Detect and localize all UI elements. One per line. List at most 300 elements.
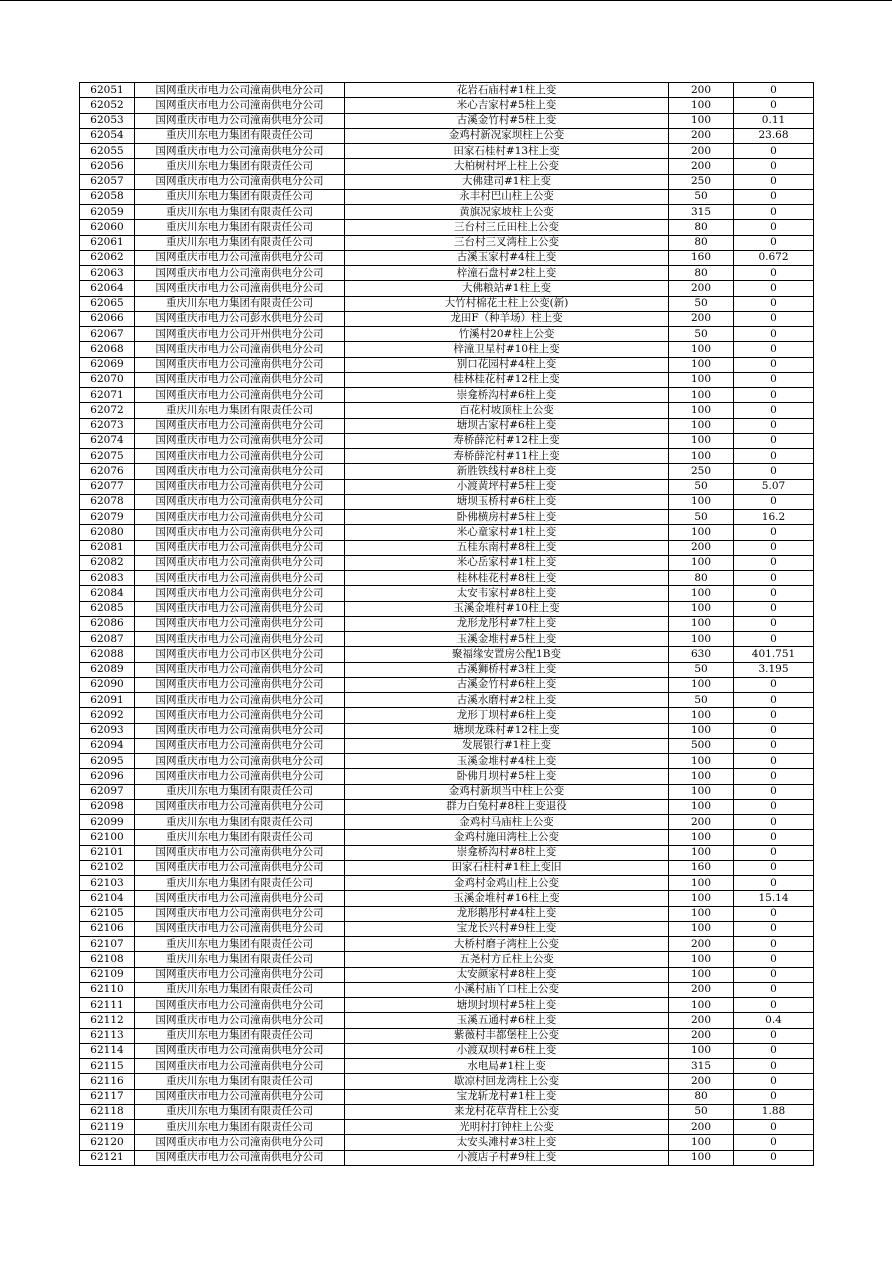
transformer-name-cell: 大竹村棉花土柱上公变(新) (345, 296, 669, 311)
company-cell: 国网重庆市电力公司潼南供电分公司 (135, 1043, 345, 1058)
row-id-cell: 62073 (80, 418, 135, 433)
capacity-cell: 50 (669, 1104, 734, 1119)
row-id-cell: 62061 (80, 235, 135, 250)
transformer-name-cell: 龙形鹅彤村#4柱上变 (345, 906, 669, 921)
value-cell: 0 (734, 1074, 814, 1089)
row-id-cell: 62099 (80, 815, 135, 830)
value-cell: 0 (734, 1150, 814, 1165)
value-cell: 0 (734, 571, 814, 586)
capacity-cell: 200 (669, 1013, 734, 1028)
table-row (80, 174, 814, 189)
company-cell: 国网重庆市电力公司潼南供电分公司 (135, 921, 345, 936)
transformer-name-cell: 米心岳家村#1柱上变 (345, 555, 669, 570)
company-cell: 重庆川东电力集团有限责任公司 (135, 815, 345, 830)
company-cell: 重庆川东电力集团有限责任公司 (135, 296, 345, 311)
table-row (80, 693, 814, 708)
company-cell: 重庆川东电力集团有限责任公司 (135, 220, 345, 235)
company-cell: 重庆川东电力集团有限责任公司 (135, 189, 345, 204)
company-cell: 国网重庆市电力公司潼南供电分公司 (135, 98, 345, 113)
capacity-cell: 50 (669, 189, 734, 204)
table-row (80, 662, 814, 677)
table-row (80, 952, 814, 967)
row-id-cell: 62096 (80, 769, 135, 784)
table-row (80, 494, 814, 509)
transformer-name-cell: 光明村打钟柱上公变 (345, 1120, 669, 1135)
transformer-name-cell: 小溪村庙丫口柱上公变 (345, 982, 669, 997)
transformer-name-cell: 百花村坡顶柱上公变 (345, 403, 669, 418)
table-row (80, 372, 814, 387)
capacity-cell: 100 (669, 754, 734, 769)
table-row (80, 1059, 814, 1074)
transformer-name-cell: 群力白兔村#8柱上变退役 (345, 799, 669, 814)
company-cell: 国网重庆市电力公司潼南供电分公司 (135, 174, 345, 189)
company-cell: 国网重庆市电力公司潼南供电分公司 (135, 1013, 345, 1028)
company-cell: 重庆川东电力集团有限责任公司 (135, 1074, 345, 1089)
table-row (80, 982, 814, 997)
row-id-cell: 62065 (80, 296, 135, 311)
transformer-name-cell: 大佛建司#1柱上变 (345, 174, 669, 189)
company-cell: 国网重庆市电力公司潼南供电分公司 (135, 388, 345, 403)
table-row (80, 205, 814, 220)
table-body (80, 83, 814, 1166)
company-cell: 国网重庆市电力公司潼南供电分公司 (135, 723, 345, 738)
company-cell: 重庆川东电力集团有限责任公司 (135, 1104, 345, 1119)
value-cell: 0 (734, 1089, 814, 1104)
value-cell: 0 (734, 708, 814, 723)
capacity-cell: 100 (669, 845, 734, 860)
transformer-name-cell: 来龙村花草背柱上公变 (345, 1104, 669, 1119)
capacity-cell: 50 (669, 662, 734, 677)
table-row (80, 723, 814, 738)
row-id-cell: 62091 (80, 693, 135, 708)
value-cell: 5.07 (734, 479, 814, 494)
transformer-name-cell: 竹溪村20#柱上公变 (345, 327, 669, 342)
capacity-cell: 250 (669, 464, 734, 479)
value-cell: 3.195 (734, 662, 814, 677)
table-row (80, 571, 814, 586)
table-row (80, 250, 814, 265)
transformer-name-cell: 梓潼卫星村#10柱上变 (345, 342, 669, 357)
capacity-cell: 100 (669, 555, 734, 570)
row-id-cell: 62076 (80, 464, 135, 479)
capacity-cell: 200 (669, 1028, 734, 1043)
transformer-name-cell: 玉溪金堆村#4柱上变 (345, 754, 669, 769)
value-cell: 0 (734, 830, 814, 845)
capacity-cell: 100 (669, 113, 734, 128)
transformer-name-cell: 金鸡村施田湾柱上公变 (345, 830, 669, 845)
capacity-cell: 100 (669, 616, 734, 631)
transformer-name-cell: 三台村三丘田柱上公变 (345, 220, 669, 235)
value-cell: 0 (734, 784, 814, 799)
transformer-name-cell: 寿桥薛沱村#12柱上变 (345, 433, 669, 448)
capacity-cell: 200 (669, 311, 734, 326)
row-id-cell: 62079 (80, 510, 135, 525)
row-id-cell: 62056 (80, 159, 135, 174)
capacity-cell: 80 (669, 1089, 734, 1104)
capacity-cell: 100 (669, 388, 734, 403)
transformer-name-cell: 金鸡村金鸡山柱上公变 (345, 876, 669, 891)
transformer-name-cell: 古溪金竹村#5柱上变 (345, 113, 669, 128)
table-row (80, 632, 814, 647)
value-cell: 0 (734, 845, 814, 860)
value-cell: 0 (734, 220, 814, 235)
company-cell: 国网重庆市电力公司潼南供电分公司 (135, 586, 345, 601)
company-cell: 国网重庆市电力公司开州供电分公司 (135, 327, 345, 342)
row-id-cell: 62077 (80, 479, 135, 494)
company-cell: 国网重庆市电力公司潼南供电分公司 (135, 555, 345, 570)
capacity-cell: 100 (669, 998, 734, 1013)
value-cell: 0 (734, 433, 814, 448)
table-row (80, 220, 814, 235)
transformer-name-cell: 金鸡村马庙柱上公变 (345, 815, 669, 830)
company-cell: 重庆川东电力集团有限责任公司 (135, 1028, 345, 1043)
row-id-cell: 62114 (80, 1043, 135, 1058)
table-row (80, 464, 814, 479)
company-cell: 国网重庆市电力公司潼南供电分公司 (135, 1150, 345, 1165)
value-cell: 0 (734, 296, 814, 311)
company-cell: 重庆川东电力集团有限责任公司 (135, 205, 345, 220)
transformer-name-cell: 永丰村巴山柱上公变 (345, 189, 669, 204)
transformer-name-cell: 三台村三叉湾柱上公变 (345, 235, 669, 250)
value-cell: 0 (734, 540, 814, 555)
value-cell: 0 (734, 632, 814, 647)
transformer-name-cell: 塘坝封坝村#5柱上变 (345, 998, 669, 1013)
capacity-cell: 250 (669, 174, 734, 189)
capacity-cell: 100 (669, 921, 734, 936)
value-cell: 0 (734, 418, 814, 433)
table-row (80, 189, 814, 204)
value-cell: 16.2 (734, 510, 814, 525)
value-cell: 0 (734, 357, 814, 372)
company-cell: 重庆川东电力集团有限责任公司 (135, 982, 345, 997)
table-row (80, 403, 814, 418)
row-id-cell: 62108 (80, 952, 135, 967)
company-cell: 国网重庆市电力公司潼南供电分公司 (135, 449, 345, 464)
value-cell: 0 (734, 906, 814, 921)
capacity-cell: 100 (669, 1150, 734, 1165)
company-cell: 国网重庆市电力公司潼南供电分公司 (135, 1089, 345, 1104)
capacity-cell: 100 (669, 98, 734, 113)
row-id-cell: 62115 (80, 1059, 135, 1074)
capacity-cell: 200 (669, 540, 734, 555)
row-id-cell: 62078 (80, 494, 135, 509)
company-cell: 国网重庆市电力公司潼南供电分公司 (135, 510, 345, 525)
table-row (80, 235, 814, 250)
transformer-name-cell: 寿桥薛沱村#11柱上变 (345, 449, 669, 464)
table-row (80, 830, 814, 845)
company-cell: 国网重庆市电力公司潼南供电分公司 (135, 616, 345, 631)
transformer-name-cell: 古溪玉家村#4柱上变 (345, 250, 669, 265)
transformer-name-cell: 大桥村磨子湾柱上公变 (345, 937, 669, 952)
row-id-cell: 62092 (80, 708, 135, 723)
transformer-name-cell: 水电局#1柱上变 (345, 1059, 669, 1074)
transformer-name-cell: 崇龛桥沟村#6柱上变 (345, 388, 669, 403)
row-id-cell: 62116 (80, 1074, 135, 1089)
company-cell: 国网重庆市电力公司潼南供电分公司 (135, 1135, 345, 1150)
value-cell: 0 (734, 586, 814, 601)
transformer-name-cell: 玉溪金堆村#5柱上变 (345, 632, 669, 647)
table-row (80, 433, 814, 448)
company-cell: 国网重庆市电力公司潼南供电分公司 (135, 357, 345, 372)
company-cell: 国网重庆市电力公司潼南供电分公司 (135, 250, 345, 265)
transformer-name-cell: 玉溪金堆村#16柱上变 (345, 891, 669, 906)
value-cell: 0 (734, 525, 814, 540)
table-row (80, 144, 814, 159)
transformer-name-cell: 龙形丁坝村#6柱上变 (345, 708, 669, 723)
row-id-cell: 62062 (80, 250, 135, 265)
transformer-name-cell: 古溪金竹村#6柱上变 (345, 677, 669, 692)
capacity-cell: 200 (669, 982, 734, 997)
company-cell: 国网重庆市电力公司潼南供电分公司 (135, 144, 345, 159)
transformer-name-cell: 龙田F（种羊场）柱上变 (345, 311, 669, 326)
table-row (80, 1028, 814, 1043)
company-cell: 国网重庆市电力公司潼南供电分公司 (135, 266, 345, 281)
table-row (80, 921, 814, 936)
row-id-cell: 62083 (80, 571, 135, 586)
capacity-cell: 100 (669, 601, 734, 616)
company-cell: 国网重庆市电力公司潼南供电分公司 (135, 906, 345, 921)
company-cell: 重庆川东电力集团有限责任公司 (135, 235, 345, 250)
row-id-cell: 62053 (80, 113, 135, 128)
table-row (80, 754, 814, 769)
value-cell: 0 (734, 83, 814, 98)
company-cell: 国网重庆市电力公司潼南供电分公司 (135, 799, 345, 814)
company-cell: 国网重庆市电力公司潼南供电分公司 (135, 494, 345, 509)
capacity-cell: 80 (669, 235, 734, 250)
row-id-cell: 62094 (80, 738, 135, 753)
value-cell: 0 (734, 372, 814, 387)
table-row (80, 525, 814, 540)
row-id-cell: 62087 (80, 632, 135, 647)
table-row (80, 83, 814, 98)
capacity-cell: 80 (669, 571, 734, 586)
company-cell: 国网重庆市电力公司潼南供电分公司 (135, 860, 345, 875)
capacity-cell: 100 (669, 891, 734, 906)
company-cell: 国网重庆市电力公司潼南供电分公司 (135, 754, 345, 769)
transformer-name-cell: 宝龙斩龙村#1柱上变 (345, 1089, 669, 1104)
row-id-cell: 62118 (80, 1104, 135, 1119)
value-cell: 0 (734, 464, 814, 479)
value-cell: 0 (734, 342, 814, 357)
row-id-cell: 62120 (80, 1135, 135, 1150)
transformer-name-cell: 龙形龙彤村#7柱上变 (345, 616, 669, 631)
capacity-cell: 315 (669, 1059, 734, 1074)
company-cell: 国网重庆市电力公司潼南供电分公司 (135, 571, 345, 586)
company-cell: 国网重庆市电力公司潼南供电分公司 (135, 998, 345, 1013)
value-cell: 0.4 (734, 1013, 814, 1028)
capacity-cell: 630 (669, 647, 734, 662)
transformer-name-cell: 玉溪五通村#6柱上变 (345, 1013, 669, 1028)
value-cell: 0 (734, 1135, 814, 1150)
transformer-name-cell: 塘坝古家村#6柱上变 (345, 418, 669, 433)
value-cell: 0 (734, 449, 814, 464)
table-row (80, 449, 814, 464)
value-cell: 0 (734, 555, 814, 570)
transformer-table (79, 82, 814, 1166)
transformer-name-cell: 太安韦家村#8柱上变 (345, 586, 669, 601)
value-cell: 1.88 (734, 1104, 814, 1119)
table-row (80, 769, 814, 784)
row-id-cell: 62074 (80, 433, 135, 448)
transformer-name-cell: 太安头滩村#3柱上变 (345, 1135, 669, 1150)
table-row (80, 1089, 814, 1104)
transformer-name-cell: 宝龙长兴村#9柱上变 (345, 921, 669, 936)
company-cell: 国网重庆市电力公司潼南供电分公司 (135, 342, 345, 357)
row-id-cell: 62064 (80, 281, 135, 296)
company-cell: 国网重庆市电力公司潼南供电分公司 (135, 601, 345, 616)
table-row (80, 510, 814, 525)
value-cell: 0 (734, 1059, 814, 1074)
value-cell: 0 (734, 174, 814, 189)
table-row (80, 891, 814, 906)
capacity-cell: 200 (669, 937, 734, 952)
value-cell: 0 (734, 205, 814, 220)
row-id-cell: 62058 (80, 189, 135, 204)
capacity-cell: 100 (669, 1135, 734, 1150)
value-cell: 0 (734, 769, 814, 784)
row-id-cell: 62105 (80, 906, 135, 921)
capacity-cell: 100 (669, 586, 734, 601)
table-row (80, 1104, 814, 1119)
transformer-name-cell: 歇凉村回龙湾柱上公变 (345, 1074, 669, 1089)
capacity-cell: 100 (669, 967, 734, 982)
capacity-cell: 100 (669, 906, 734, 921)
row-id-cell: 62068 (80, 342, 135, 357)
value-cell: 0 (734, 616, 814, 631)
row-id-cell: 62057 (80, 174, 135, 189)
value-cell: 0.11 (734, 113, 814, 128)
row-id-cell: 62100 (80, 830, 135, 845)
table-row (80, 311, 814, 326)
row-id-cell: 62086 (80, 616, 135, 631)
capacity-cell: 315 (669, 205, 734, 220)
transformer-name-cell: 太安颜家村#8柱上变 (345, 967, 669, 982)
value-cell: 0 (734, 601, 814, 616)
company-cell: 重庆川东电力集团有限责任公司 (135, 403, 345, 418)
row-id-cell: 62081 (80, 540, 135, 555)
company-cell: 国网重庆市电力公司潼南供电分公司 (135, 677, 345, 692)
transformer-name-cell: 金鸡村新坝当中柱上公变 (345, 784, 669, 799)
company-cell: 国网重庆市电力公司潼南供电分公司 (135, 479, 345, 494)
row-id-cell: 62066 (80, 311, 135, 326)
value-cell: 0 (734, 982, 814, 997)
transformer-name-cell: 塘坝龙珠村#12柱上变 (345, 723, 669, 738)
table-row (80, 128, 814, 143)
table-row (80, 937, 814, 952)
company-cell: 国网重庆市电力公司潼南供电分公司 (135, 693, 345, 708)
row-id-cell: 62113 (80, 1028, 135, 1043)
capacity-cell: 200 (669, 128, 734, 143)
row-id-cell: 62117 (80, 1089, 135, 1104)
capacity-cell: 100 (669, 1043, 734, 1058)
table-row (80, 616, 814, 631)
capacity-cell: 100 (669, 357, 734, 372)
capacity-cell: 200 (669, 1074, 734, 1089)
table-row (80, 1013, 814, 1028)
transformer-name-cell: 别口花园村#4柱上变 (345, 357, 669, 372)
row-id-cell: 62054 (80, 128, 135, 143)
capacity-cell: 80 (669, 220, 734, 235)
table-row (80, 159, 814, 174)
table-row (80, 98, 814, 113)
value-cell: 0 (734, 815, 814, 830)
row-id-cell: 62098 (80, 799, 135, 814)
transformer-name-cell: 紫薇村丰都堡柱上公变 (345, 1028, 669, 1043)
capacity-cell: 100 (669, 876, 734, 891)
row-id-cell: 62052 (80, 98, 135, 113)
company-cell: 国网重庆市电力公司潼南供电分公司 (135, 891, 345, 906)
table-row (80, 479, 814, 494)
table-row (80, 388, 814, 403)
capacity-cell: 100 (669, 342, 734, 357)
table-row (80, 967, 814, 982)
value-cell: 0 (734, 754, 814, 769)
value-cell: 0 (734, 144, 814, 159)
table-row (80, 1120, 814, 1135)
transformer-name-cell: 大佛粮站#1柱上变 (345, 281, 669, 296)
row-id-cell: 62109 (80, 967, 135, 982)
value-cell: 0 (734, 327, 814, 342)
capacity-cell: 100 (669, 830, 734, 845)
row-id-cell: 62104 (80, 891, 135, 906)
company-cell: 国网重庆市电力公司潼南供电分公司 (135, 632, 345, 647)
value-cell: 0 (734, 235, 814, 250)
transformer-name-cell: 桂林桂花村#8柱上变 (345, 571, 669, 586)
company-cell: 国网重庆市电力公司彭水供电分公司 (135, 311, 345, 326)
transformer-name-cell: 大柏树村坪上柱上公变 (345, 159, 669, 174)
transformer-name-cell: 田家石柱村#1柱上变旧 (345, 860, 669, 875)
table-row (80, 281, 814, 296)
capacity-cell: 200 (669, 281, 734, 296)
row-id-cell: 62112 (80, 1013, 135, 1028)
value-cell: 0 (734, 738, 814, 753)
table-row (80, 677, 814, 692)
value-cell: 0 (734, 1043, 814, 1058)
row-id-cell: 62089 (80, 662, 135, 677)
transformer-name-cell: 小渡双坝村#6柱上变 (345, 1043, 669, 1058)
row-id-cell: 62070 (80, 372, 135, 387)
company-cell: 国网重庆市电力公司市区供电分公司 (135, 647, 345, 662)
value-cell: 23.68 (734, 128, 814, 143)
capacity-cell: 100 (669, 952, 734, 967)
row-id-cell: 62119 (80, 1120, 135, 1135)
row-id-cell: 62055 (80, 144, 135, 159)
capacity-cell: 100 (669, 784, 734, 799)
table-row (80, 998, 814, 1013)
value-cell: 0 (734, 311, 814, 326)
transformer-name-cell: 桂林桂花村#12柱上变 (345, 372, 669, 387)
row-id-cell: 62111 (80, 998, 135, 1013)
value-cell: 0 (734, 799, 814, 814)
company-cell: 国网重庆市电力公司潼南供电分公司 (135, 967, 345, 982)
company-cell: 重庆川东电力集团有限责任公司 (135, 952, 345, 967)
company-cell: 重庆川东电力集团有限责任公司 (135, 159, 345, 174)
value-cell: 0.672 (734, 250, 814, 265)
capacity-cell: 100 (669, 525, 734, 540)
transformer-name-cell: 卧佛横房村#5柱上变 (345, 510, 669, 525)
row-id-cell: 62060 (80, 220, 135, 235)
capacity-cell: 500 (669, 738, 734, 753)
row-id-cell: 62072 (80, 403, 135, 418)
company-cell: 国网重庆市电力公司潼南供电分公司 (135, 525, 345, 540)
row-id-cell: 62080 (80, 525, 135, 540)
value-cell: 0 (734, 266, 814, 281)
table-row (80, 113, 814, 128)
company-cell: 国网重庆市电力公司潼南供电分公司 (135, 662, 345, 677)
value-cell: 0 (734, 189, 814, 204)
value-cell: 0 (734, 921, 814, 936)
capacity-cell: 160 (669, 250, 734, 265)
